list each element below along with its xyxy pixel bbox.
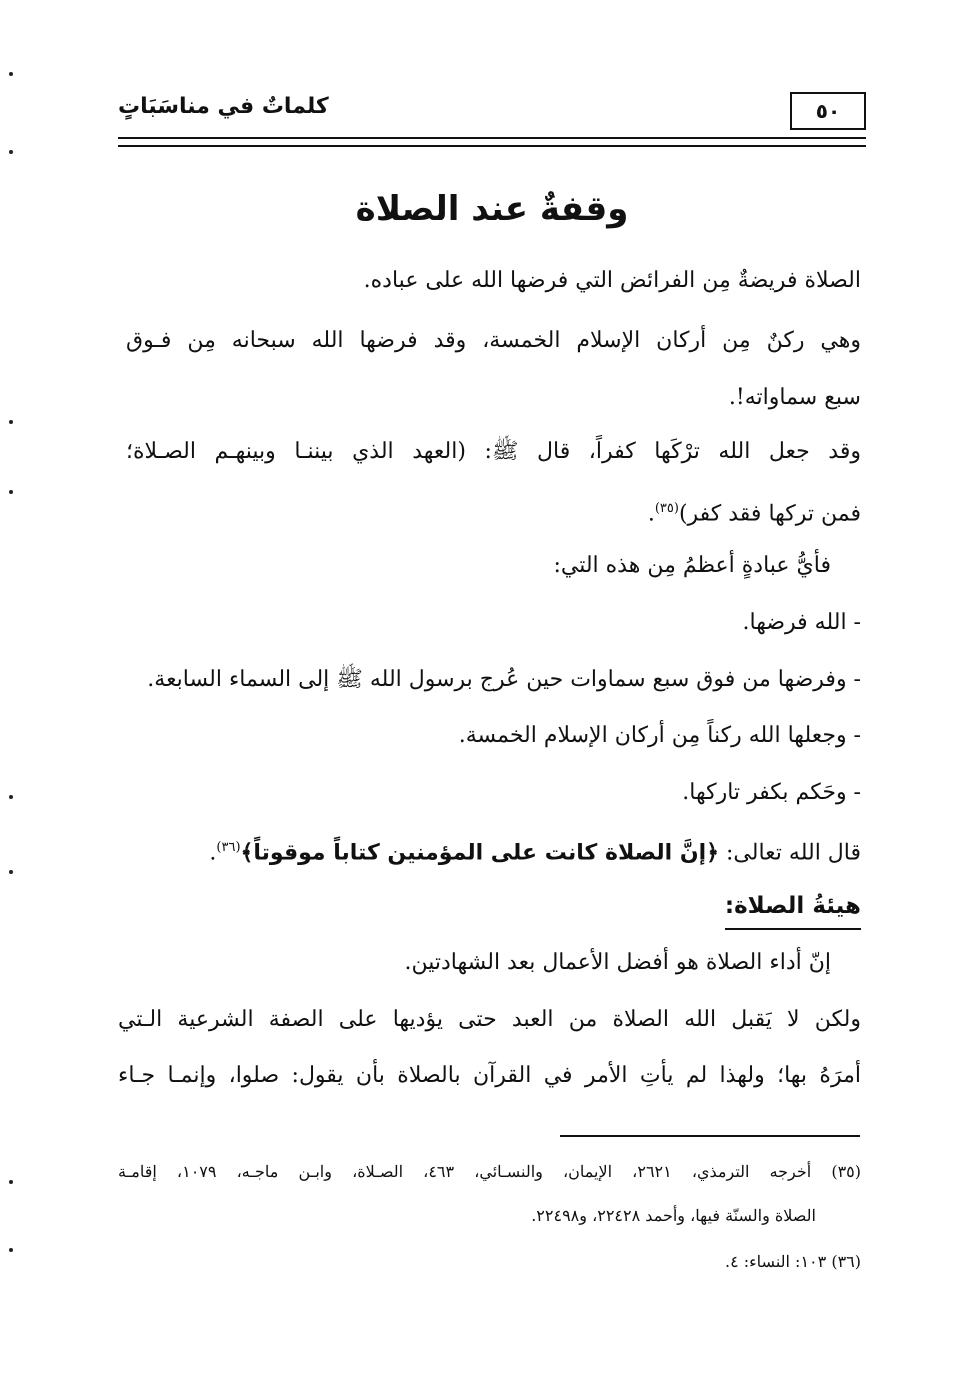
margin-mark	[9, 150, 13, 154]
body-line-3: سبع سماواته!.	[728, 385, 861, 410]
margin-mark	[9, 72, 13, 76]
footnote-35-line-2: الصلاة والسنّة فيها، وأحمد ٢٢٤٢٨، و٢٢٤٩٨.	[531, 1206, 816, 1225]
margin-mark	[9, 490, 13, 494]
footnote-separator	[560, 1135, 860, 1137]
body-line-14: أمرَهُ بها؛ ولهذا لم يأتِ الأمر في القرآن بالصلاة بأن يقول: صلوا، وإنمـا جـاء	[118, 1063, 861, 1088]
body-line-6: فأيُّ عبادةٍ أعظمُ مِن هذه التي:	[553, 553, 831, 578]
running-title: كلماتٌ في مناسَبَاتٍ	[118, 94, 329, 119]
page-title: وقفةٌ عند الصلاة	[355, 189, 629, 229]
body-line-13: ولكن لا يَقبل الله الصلاة من العبد حتى يؤديها على الصفة الشرعية الـتي	[118, 1007, 861, 1032]
body-line-4: وقد جعل الله ترْكَها كفراً، قال ﷺ: (العهد الذي بيننـا وبينهـم الصـلاة؛	[126, 439, 861, 464]
body-line-5-text: فمن تركها فقد كفر)	[678, 501, 861, 527]
header-double-rule	[118, 137, 866, 147]
footnote-ref-36: (٣٦)	[216, 840, 241, 855]
verse-end: .	[209, 840, 217, 866]
margin-mark	[9, 795, 13, 799]
running-header	[118, 90, 866, 134]
body-line-5-end: .	[647, 501, 655, 527]
list-item-3: - وجعلها الله ركناً مِن أركان الإسلام الخمسة.	[458, 723, 861, 748]
quran-verse-line	[126, 830, 861, 871]
list-item-2: - وفرضها من فوق سبع سماوات حين عُرج برسول الله ﷺ إلى السماء السابعة.	[147, 667, 861, 692]
footnote-ref-35: (٣٥)	[654, 501, 679, 516]
margin-mark	[9, 1248, 13, 1252]
quran-verse: ﴿إنَّ الصلاة كانت على المؤمنين كتاباً موقوتاً﴾	[240, 840, 720, 866]
page-number: ٥٠	[790, 92, 866, 130]
list-item-4: - وحَكم بكفر تاركها.	[682, 780, 861, 805]
section-subheading: هيئةُ الصلاة:	[725, 888, 861, 930]
verse-intro: قال الله تعالى:	[719, 840, 861, 866]
footnote-36: (٣٦) ١٠٣: النساء: ٤.	[724, 1252, 861, 1271]
margin-mark	[9, 420, 13, 424]
margin-mark	[9, 870, 13, 874]
list-item-1: - الله فرضها.	[742, 610, 861, 635]
body-line-2: وهي ركنٌ مِن أركان الإسلام الخمسة، وقد فرضها الله سبحانه مِن فـوق	[126, 328, 861, 353]
body-line-1: الصلاة فريضةٌ مِن الفرائض التي فرضها الله على عباده.	[363, 268, 861, 293]
footnote-35-line-1: (٣٥) أخرجه الترمذي، ٢٦٢١، الإيمان، والنسـائي، ٤٦٣، الصـلاة، وابـن ماجـه، ١٠٧٩، إقامـة	[118, 1162, 862, 1181]
body-line-12: إنّ أداء الصلاة هو أفضل الأعمال بعد الشهادتين.	[404, 950, 831, 975]
margin-mark	[9, 1180, 13, 1184]
body-line-5	[126, 491, 861, 532]
